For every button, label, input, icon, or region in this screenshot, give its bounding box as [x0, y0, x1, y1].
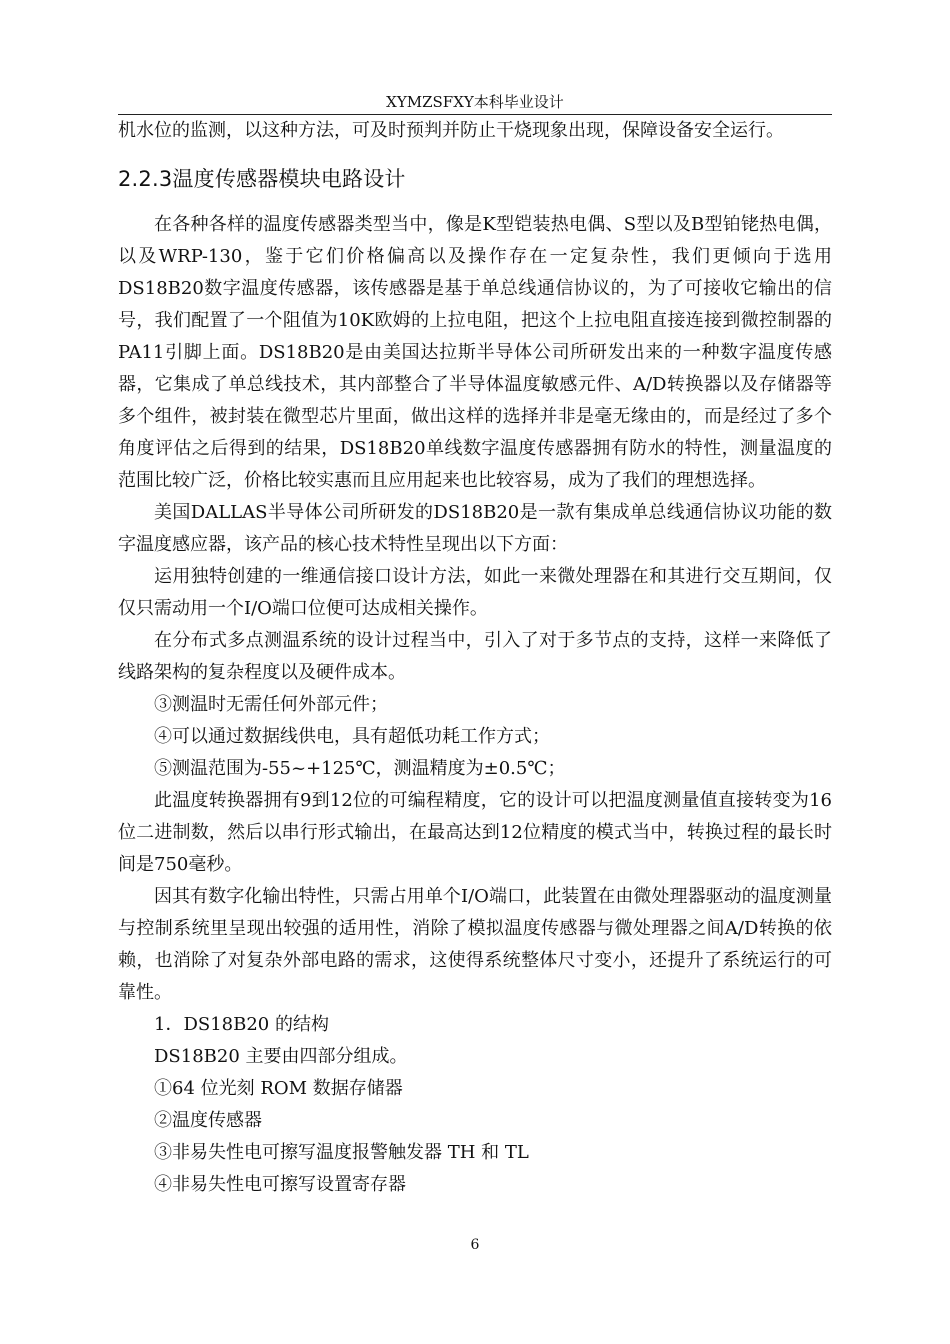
- running-header: XYMZSFXY本科毕业设计: [386, 93, 564, 111]
- structure-item-trigger: ③非易失性电可擦写温度报警触发器 TH 和 TL: [154, 1142, 529, 1163]
- paragraph-structure-intro: DS18B20 主要由四部分组成。: [154, 1046, 408, 1067]
- paragraph-feature-interface: 运用独特创建的一维通信接口设计方法，如此一来微处理器在和其进行交互期间，仅仅只需动用一个I/O端口位便可达成相关操作。: [118, 566, 832, 619]
- subheading-structure: 1．DS18B20 的结构: [154, 1014, 329, 1035]
- feature-item-5: ⑤测温范围为-55~+125℃，测温精度为±0.5℃；: [154, 758, 566, 779]
- structure-item-sensor: ②温度传感器: [154, 1110, 262, 1131]
- paragraph-feature-multipoint: 在分布式多点测温系统的设计过程当中，引入了对于多节点的支持，这样一来降低了线路架构的复杂程度以及硬件成本。: [118, 630, 832, 683]
- continued-paragraph: 机水位的监测，以这种方法，可及时预判并防止干烧现象出现，保障设备安全运行。: [118, 120, 784, 141]
- feature-item-4: ④可以通过数据线供电，具有超低功耗工作方式；: [154, 726, 550, 747]
- structure-item-rom: ①64 位光刻 ROM 数据存储器: [154, 1078, 403, 1099]
- paragraph-digital-output: 因其有数字化输出特性，只需占用单个I/O端口，此装置在由微处理器驱动的温度测量与控制系统里呈现出较强的适用性，消除了模拟温度传感器与微处理器之间A/D转换的依赖，也消除了对复杂外部电路的需求，这使得系统整体尺寸变小，还提升了系统运行的可靠性。: [118, 886, 832, 1003]
- document-body: [118, 115, 832, 1201]
- feature-item-3: ③测温时无需任何外部元件；: [154, 694, 388, 715]
- structure-item-register: ④非易失性电可擦写设置寄存器: [154, 1174, 406, 1195]
- section-heading: 2.2.3温度传感器模块电路设计: [118, 167, 406, 191]
- paragraph-precision: 此温度转换器拥有9到12位的可编程精度，它的设计可以把温度测量值直接转变为16位二进制数，然后以串行形式输出，在最高达到12位精度的模式当中，转换过程的最长时间是750毫秒。: [118, 790, 832, 875]
- paragraph-sensor-selection: 在各种各样的温度传感器类型当中，像是K型铠装热电偶、S型以及B型铂铑热电偶，以及WRP-130，鉴于它们价格偏高以及操作存在一定复杂性，我们更倾向于选用DS18B20数字温度传感器，该传感器是基于单总线通信协议的，为了可接收它输出的信号，我们配置了一个阻值为10K欧姆的上拉电阻，把这个上拉电阻直接连接到微控制器的PA11引脚上面。DS18B20是由美国达拉斯半导体公司所研发出来的一种数字温度传感器，它集成了单总线技术，其内部整合了半导体温度敏感元件、A/D转换器以及存储器等多个组件，被封装在微型芯片里面，做出这样的选择并非是毫无缘由的，而是经过了多个角度评估之后得到的结果，DS18B20单线数字温度传感器拥有防水的特性，测量温度的范围比较广泛，价格比较实惠而且应用起来也比较容易，成为了我们的理想选择。: [118, 214, 832, 491]
- paragraph-dallas-intro: 美国DALLAS半导体公司所研发的DS18B20是一款有集成单总线通信协议功能的数字温度感应器，该产品的核心技术特性呈现出以下方面：: [118, 502, 832, 555]
- page-number: 6: [470, 1237, 480, 1253]
